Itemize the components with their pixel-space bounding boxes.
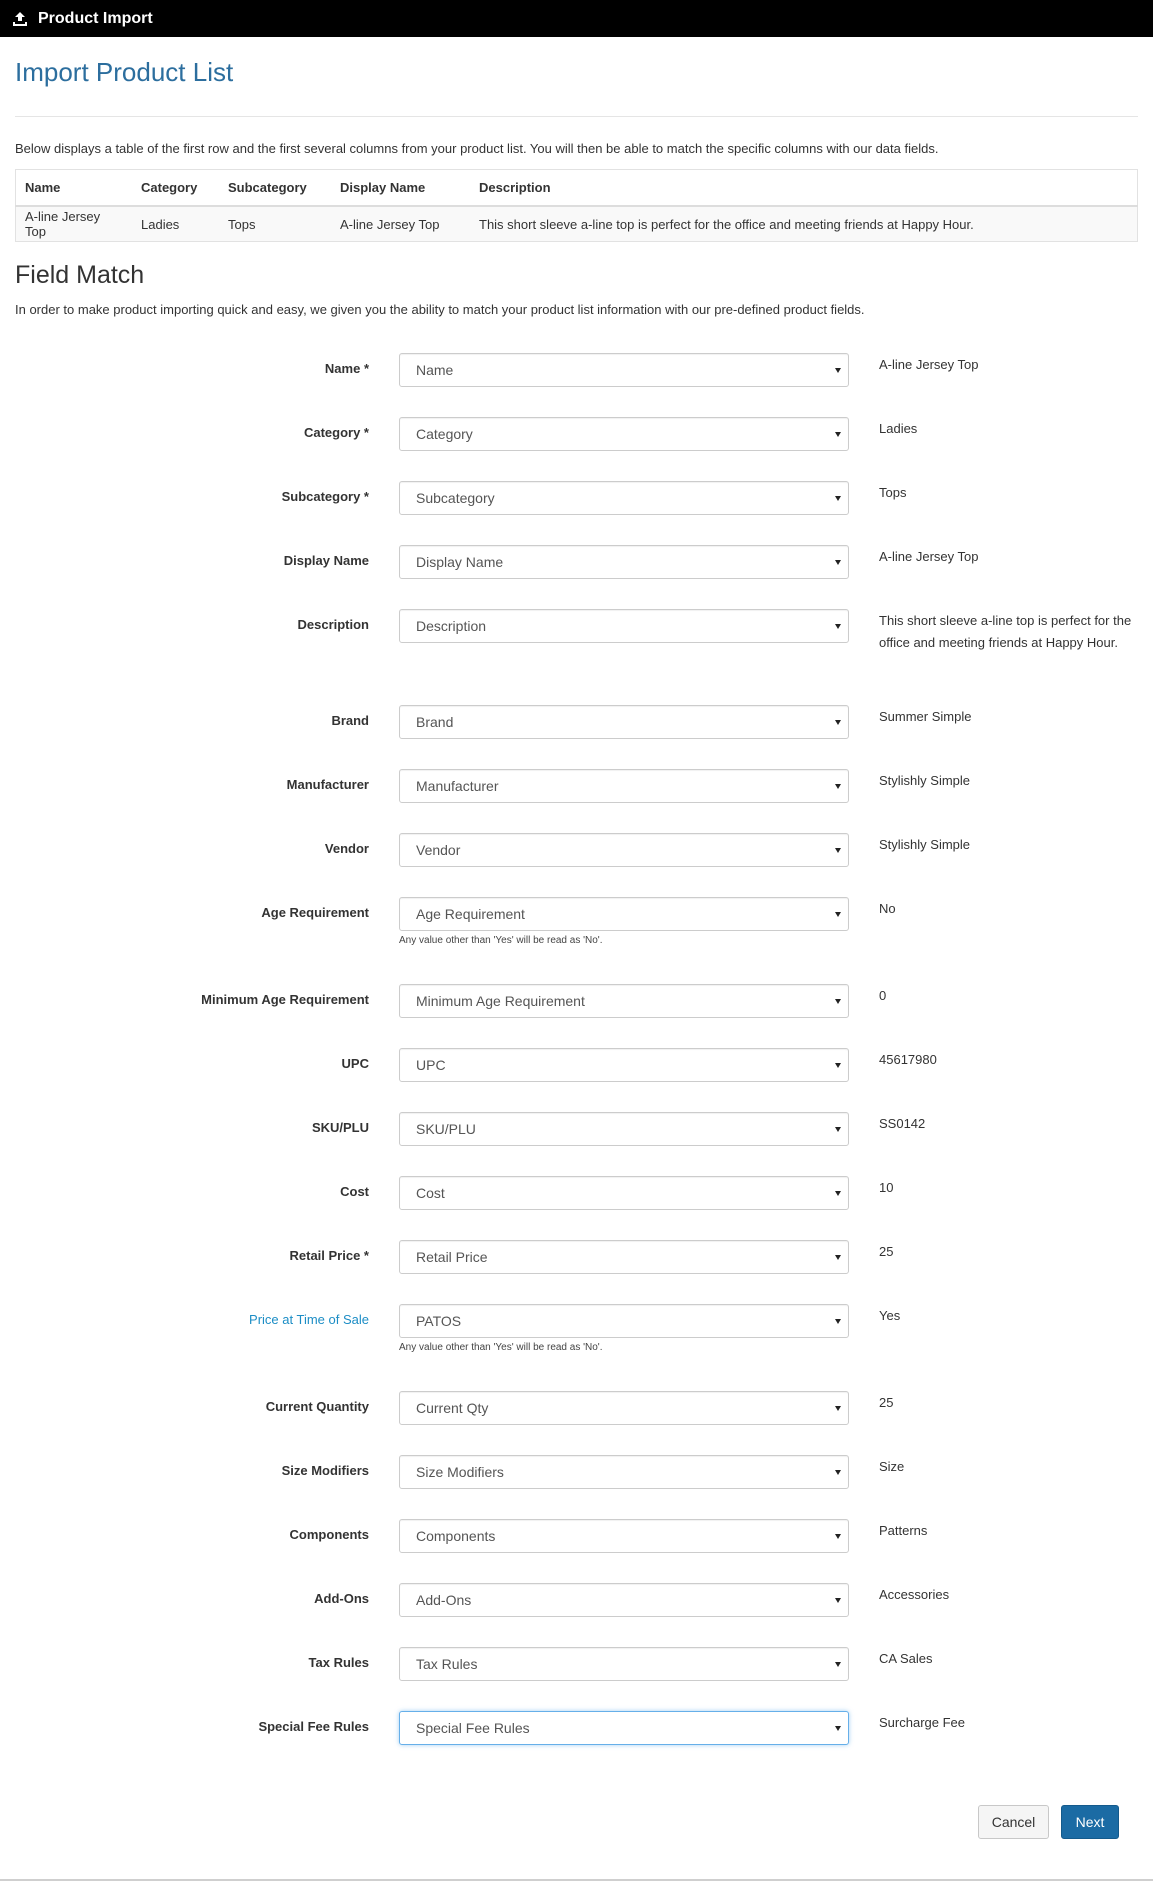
field-label: Size Modifiers [281,1463,369,1478]
caret-down-icon [835,720,841,725]
sample-value: A-line Jersey Top [879,549,979,564]
retail-price-select[interactable] [399,1240,849,1274]
field-label: SKU/PLU [311,1120,369,1135]
cancel-button[interactable]: Cancel [978,1805,1049,1839]
sample-value: Ladies [879,421,918,436]
sample-value: Patterns [879,1523,928,1538]
vendor-select[interactable] [399,833,849,867]
field-label: Display Name [283,553,369,568]
field-label: Add-Ons [314,1591,369,1606]
table-row [16,206,1138,242]
sample-value: Yes [879,1308,901,1323]
select-value: Brand [416,714,454,730]
select-value: Retail Price [416,1249,488,1265]
sample-value: 25 [879,1244,894,1259]
field-label: Cost [340,1184,369,1199]
caret-down-icon [835,1127,841,1132]
select-value: Manufacturer [416,778,499,794]
field-label: Subcategory * [281,489,369,504]
manufacturer-select[interactable] [399,769,849,803]
column-header: Category [132,170,219,207]
caret-down-icon [835,1255,841,1260]
header-title: Product Import [38,9,153,27]
sample-value: Stylishly Simple [879,837,971,852]
caret-down-icon [835,1406,841,1411]
cost-select[interactable] [399,1176,849,1210]
caret-down-icon [835,432,841,437]
page-title: Import Product List [15,57,234,87]
field-label: Minimum Age Requirement [201,992,369,1007]
field-label: Category * [303,425,369,440]
name-select[interactable] [399,353,849,387]
sample-value: Tops [879,485,907,500]
sku-select[interactable] [399,1112,849,1146]
field-label: UPC [341,1056,369,1071]
field-label: Tax Rules [308,1655,369,1670]
select-value: UPC [416,1057,446,1073]
select-value: Add-Ons [416,1592,472,1608]
add-ons-select[interactable] [399,1583,849,1617]
intro-text: Below displays a table of the first row and the first several columns from your product list. You will then be able to match the specific columns with our data fields. [15,141,939,156]
field-match-title: Field Match [15,261,145,289]
caret-down-icon [835,912,841,917]
minimum-age-select[interactable] [399,984,849,1018]
table-cell: Tops [219,206,331,242]
select-value: Description [416,618,487,634]
age-requirement-select[interactable] [399,897,849,931]
caret-down-icon [835,848,841,853]
preview-table [15,169,1138,242]
caret-down-icon [835,784,841,789]
field-label: Retail Price * [289,1248,369,1263]
sample-value: 0 [879,988,887,1003]
column-header: Subcategory [219,170,331,207]
column-header: Description [470,170,1138,207]
upload-icon [12,11,28,27]
patos-select[interactable] [399,1304,849,1338]
select-value: Vendor [416,842,461,858]
table-cell: A-line Jersey Top [331,206,470,242]
field-label: Current Quantity [265,1399,369,1414]
caret-down-icon [835,624,841,629]
sample-value: CA Sales [879,1651,933,1666]
select-value: Age Requirement [416,906,525,922]
select-value: Tax Rules [416,1656,478,1672]
brand-select[interactable] [399,705,849,739]
field-label: Description [297,617,369,632]
select-value: Display Name [416,554,504,570]
caret-down-icon [835,368,841,373]
description-select[interactable] [399,609,849,643]
caret-down-icon [835,1534,841,1539]
select-value: Cost [416,1185,445,1201]
field-match-description: In order to make product importing quick and easy, we given you the ability to match your product list information with our pre-defined product fields. [15,302,865,317]
select-value: Current Qty [416,1400,489,1416]
select-value: Components [416,1528,496,1544]
sample-value: Surcharge Fee [879,1715,965,1730]
next-button[interactable]: Next [1061,1805,1119,1839]
help-text: Any value other than 'Yes' will be read as 'No'. [399,1342,603,1353]
display-name-select[interactable] [399,545,849,579]
caret-down-icon [835,1191,841,1196]
caret-down-icon [835,496,841,501]
field-label: Vendor [324,841,369,856]
sample-value: 45617980 [879,1052,937,1067]
sample-value: 10 [879,1180,894,1195]
category-select[interactable] [399,417,849,451]
caret-down-icon [835,999,841,1004]
top-bar [0,0,1153,37]
select-value: Special Fee Rules [416,1720,530,1736]
price-at-time-of-sale-link[interactable]: Price at Time of Sale [249,1312,369,1327]
sample-value: Summer Simple [879,709,972,724]
field-label: Components [289,1527,369,1542]
select-value: Size Modifiers [416,1464,504,1480]
field-label: Brand [331,713,369,728]
components-select[interactable] [399,1519,849,1553]
size-modifiers-select[interactable] [399,1455,849,1489]
field-label: Manufacturer [286,777,369,792]
sample-value: 25 [879,1395,894,1410]
subcategory-select[interactable] [399,481,849,515]
select-value: Category [416,426,473,442]
select-value: Name [416,362,454,378]
caret-down-icon [835,1662,841,1667]
field-label: Special Fee Rules [258,1719,369,1734]
bottom-divider [0,1879,1153,1881]
select-value: Minimum Age Requirement [416,993,585,1009]
help-text: Any value other than 'Yes' will be read as 'No'. [399,935,603,946]
select-value: SKU/PLU [416,1121,476,1137]
table-cell: This short sleeve a-line top is perfect for the office and meeting friends at Happy Hour. [470,206,1138,242]
field-label: Age Requirement [261,905,369,920]
sample-value: Stylishly Simple [879,773,971,788]
sample-value: Accessories [879,1587,950,1602]
select-value: PATOS [416,1313,462,1329]
caret-down-icon [835,1726,841,1731]
table-cell: Ladies [132,206,219,242]
sample-value: No [879,901,896,916]
special-fee-rules-select[interactable] [399,1711,849,1745]
caret-down-icon [835,1598,841,1603]
select-value: Subcategory [416,490,495,506]
caret-down-icon [835,560,841,565]
field-label: Name * [324,361,369,376]
sample-value: SS0142 [879,1116,926,1131]
sample-value: Size [879,1459,905,1474]
sample-value: A-line Jersey Top [879,357,979,372]
caret-down-icon [835,1319,841,1324]
caret-down-icon [835,1063,841,1068]
upc-select[interactable] [399,1048,849,1082]
table-header-row [16,170,1138,207]
column-header: Name [16,170,133,207]
tax-rules-select[interactable] [399,1647,849,1681]
column-header: Display Name [331,170,470,207]
current-quantity-select[interactable] [399,1391,849,1425]
table-cell: A-line Jersey Top [16,206,133,242]
caret-down-icon [835,1470,841,1475]
sample-value: This short sleeve a-line top is perfect for the office and meeting friends at Happy Hour. [879,613,1132,650]
divider [15,116,1138,117]
